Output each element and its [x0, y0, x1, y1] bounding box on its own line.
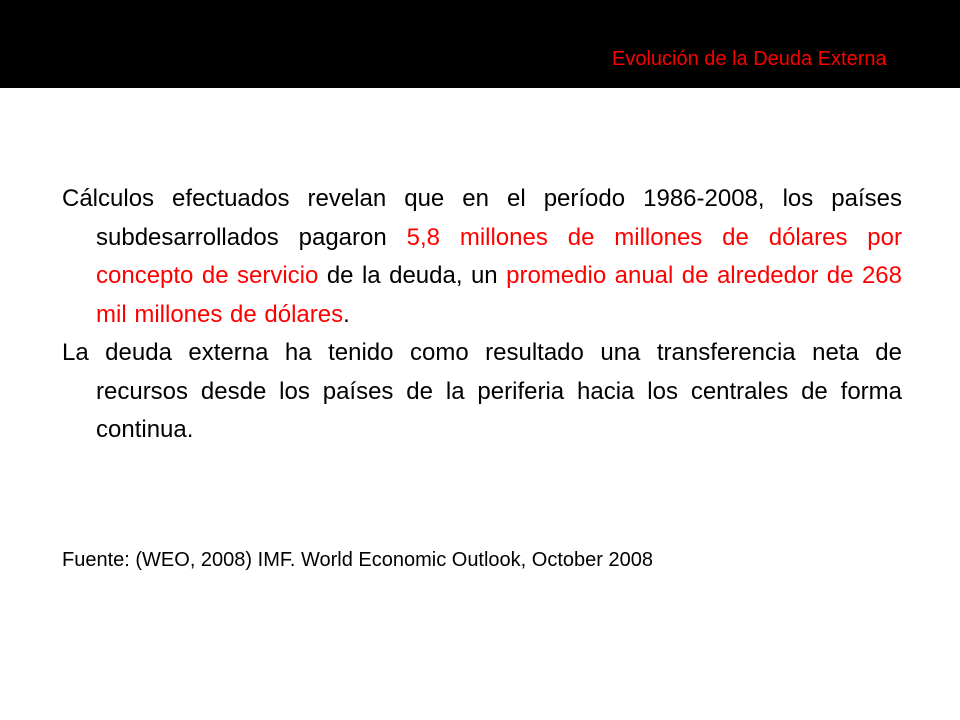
- paragraph-transfer: La deuda externa ha tenido como resultado una transferencia neta de recursos desde los países de la periferia hacia los centrales de forma continua.: [62, 339, 902, 443]
- slide-body: [62, 180, 902, 450]
- header-bar: [0, 0, 960, 88]
- paragraph-payments-text-1: Cálculos efectuados revelan que en el período 1986-2008, los países subdesarrollados pagaron: [62, 185, 902, 251]
- paragraph-payments: [62, 180, 902, 334]
- slide-title: Evolución de la Deuda Externa: [612, 48, 887, 70]
- highlight-annual-average: promedio anual de alrededor de 268 mil millones de dólares: [96, 262, 902, 328]
- paragraph-payments-text-2: de la deuda, un: [318, 262, 507, 289]
- source-citation: Fuente: (WEO, 2008) IMF. World Economic Outlook, October 2008: [62, 549, 653, 571]
- highlight-total-paid: 5,8 millones de millones de dólares por concepto de servicio: [96, 223, 902, 289]
- paragraph-payments-text-3: .: [343, 300, 350, 328]
